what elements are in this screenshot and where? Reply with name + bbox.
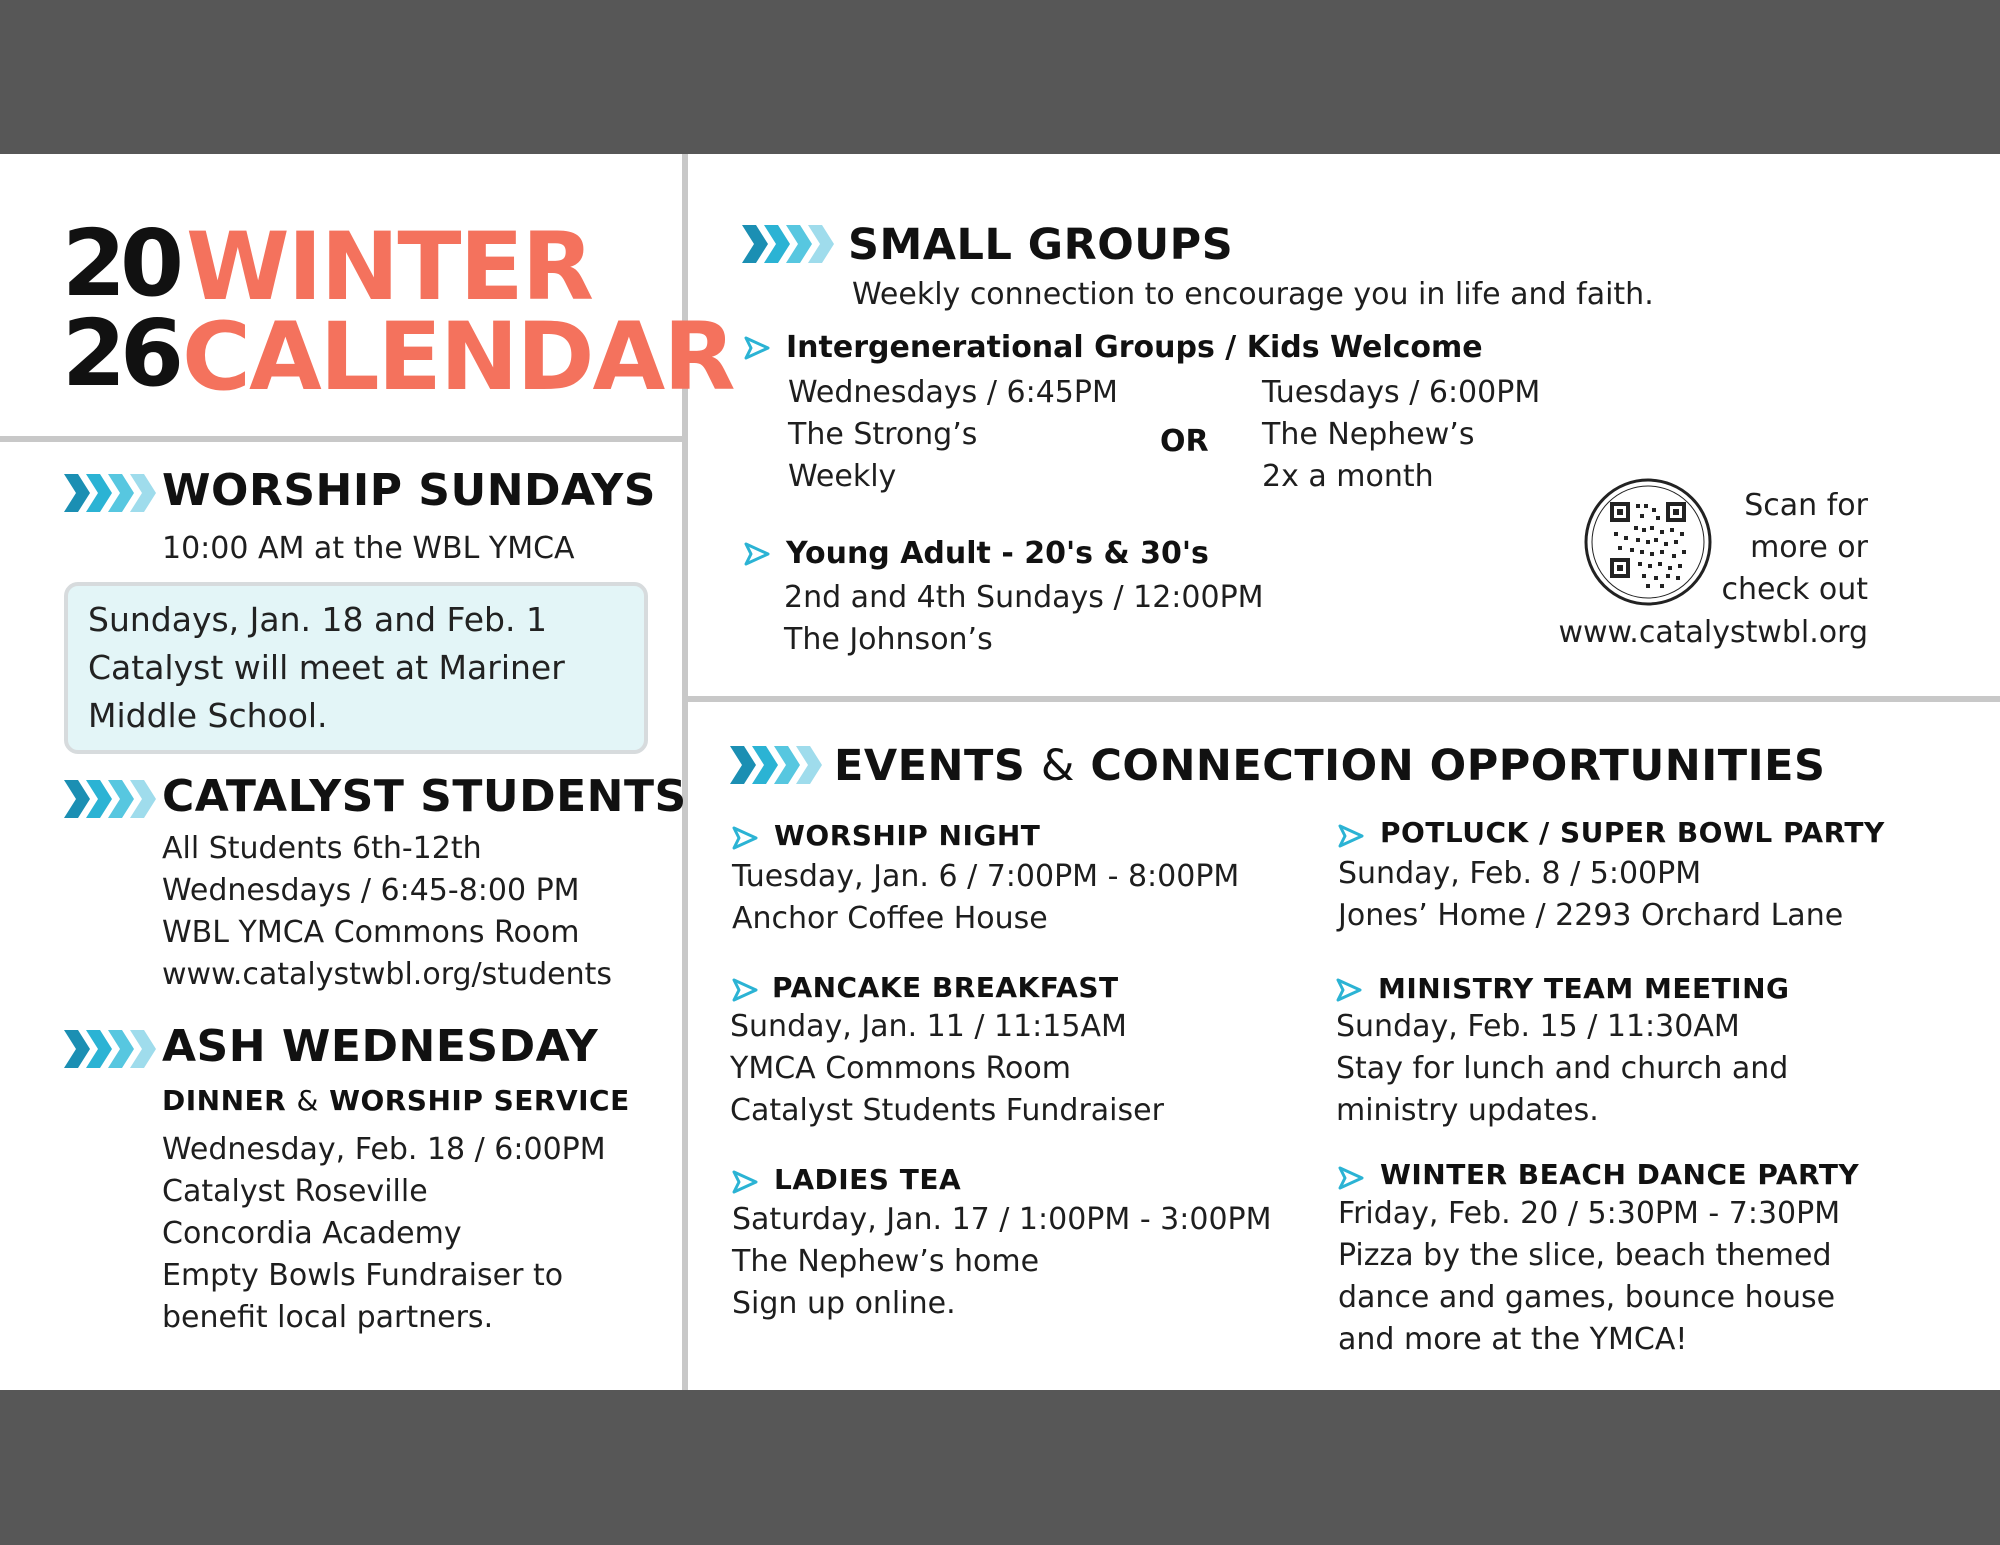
- event-title: MINISTRY TEAM MEETING: [1378, 972, 1790, 1005]
- detail-line: Sunday, Jan. 11 / 11:15AM: [730, 1009, 1127, 1044]
- detail-line: Anchor Coffee House: [732, 901, 1048, 936]
- detail-line: All Students 6th-12th: [162, 831, 482, 866]
- event-details: [732, 856, 1239, 940]
- scan-line: check out: [1721, 572, 1868, 607]
- title-word-top: WINTER: [186, 213, 593, 322]
- detail-line: Tuesday, Jan. 6 / 7:00PM - 8:00PM: [732, 859, 1240, 894]
- chevrons-icon: [64, 474, 158, 514]
- event-title: WINTER BEACH DANCE PARTY: [1380, 1158, 1860, 1191]
- triangle-bullet-icon: [744, 542, 772, 568]
- detail-line: 2nd and 4th Sundays / 12:00PM: [784, 580, 1264, 615]
- event-title: POTLUCK / SUPER BOWL PARTY: [1380, 816, 1885, 849]
- or-label: OR: [1160, 424, 1209, 459]
- detail-line: Stay for lunch and church and: [1336, 1051, 1789, 1086]
- detail-line: and more at the YMCA!: [1338, 1322, 1688, 1357]
- events-heading: [834, 741, 1825, 791]
- note-line: Sundays, Jan. 18 and Feb. 1: [88, 600, 547, 639]
- detail-line: YMCA Commons Room: [730, 1051, 1071, 1086]
- sub-worship: WORSHIP SERVICE: [329, 1084, 630, 1117]
- triangle-bullet-icon: [732, 826, 760, 852]
- detail-line: ministry updates.: [1336, 1093, 1599, 1128]
- catalyst-students-heading: CATALYST STUDENTS: [162, 771, 687, 822]
- detail-line: Sunday, Feb. 8 / 5:00PM: [1338, 856, 1702, 891]
- triangle-bullet-icon: [744, 336, 772, 362]
- catalyst-students-details: [162, 828, 612, 996]
- detail-line: The Strong’s: [788, 417, 978, 452]
- detail-line: Empty Bowls Fundraiser to: [162, 1258, 564, 1293]
- worship-sundays-heading: WORSHIP SUNDAYS: [162, 465, 656, 516]
- intergen-option-a: [788, 372, 1118, 498]
- events-heading-amp: &: [1040, 741, 1075, 791]
- event-title: PANCAKE BREAKFAST: [772, 971, 1119, 1004]
- ash-wednesday-heading: ASH WEDNESDAY: [162, 1021, 599, 1072]
- detail-line: Concordia Academy: [162, 1216, 462, 1251]
- sub-amp: &: [296, 1084, 319, 1117]
- scan-url[interactable]: www.catalystwbl.org: [1558, 615, 1868, 650]
- events-heading-a: EVENTS: [834, 741, 1026, 791]
- note-line: Catalyst will meet at Mariner: [88, 648, 565, 687]
- detail-line: dance and games, bounce house: [1338, 1280, 1836, 1315]
- scan-line: more or: [1750, 530, 1868, 565]
- note-line: Middle School.: [88, 696, 328, 735]
- small-groups-heading: SMALL GROUPS: [848, 220, 1234, 270]
- top-band: [0, 0, 2000, 154]
- detail-line: Pizza by the slice, beach themed: [1338, 1238, 1832, 1273]
- events-heading-b: CONNECTION OPPORTUNITIES: [1090, 741, 1826, 791]
- detail-line: Jones’ Home / 2293 Orchard Lane: [1338, 898, 1844, 933]
- scan-text: [1700, 485, 1868, 611]
- detail-line: Weekly: [788, 459, 897, 494]
- event-title: LADIES TEA: [774, 1163, 962, 1196]
- young-adult-details: [784, 577, 1264, 661]
- detail-line: Catalyst Roseville: [162, 1174, 428, 1209]
- event-details: [730, 1006, 1164, 1132]
- detail-line: Catalyst Students Fundraiser: [730, 1093, 1164, 1128]
- qr-code-icon[interactable]: [1584, 478, 1712, 606]
- title-year-top: 20: [62, 210, 179, 317]
- chevrons-icon: [64, 780, 158, 820]
- small-groups-tagline: Weekly connection to encourage you in life and faith.: [852, 277, 1654, 312]
- triangle-bullet-icon: [1336, 978, 1364, 1004]
- bottom-band: [0, 1390, 2000, 1545]
- triangle-bullet-icon: [732, 1170, 760, 1196]
- detail-line: Wednesdays / 6:45-8:00 PM: [162, 873, 580, 908]
- title-word-bottom: CALENDAR: [182, 303, 734, 412]
- scan-line: Scan for: [1744, 488, 1868, 523]
- worship-location-note: [64, 582, 648, 754]
- detail-line: Sign up online.: [732, 1286, 956, 1321]
- detail-line: Saturday, Jan. 17 / 1:00PM - 3:00PM: [732, 1202, 1272, 1237]
- ash-wednesday-details: [162, 1129, 606, 1339]
- young-adult-title: Young Adult - 20's & 30's: [786, 536, 1209, 571]
- detail-line: WBL YMCA Commons Room: [162, 915, 580, 950]
- section-divider: [688, 696, 2000, 702]
- triangle-bullet-icon: [732, 978, 760, 1004]
- chevrons-icon: [742, 225, 836, 265]
- intergen-option-b: [1262, 372, 1540, 498]
- title-year-bottom: 26: [62, 300, 179, 407]
- triangle-bullet-icon: [1338, 1166, 1366, 1192]
- detail-line: benefit local partners.: [162, 1300, 494, 1335]
- chevrons-icon: [730, 746, 824, 786]
- detail-line: Tuesdays / 6:00PM: [1262, 375, 1541, 410]
- detail-line: Wednesdays / 6:45PM: [788, 375, 1118, 410]
- students-url[interactable]: www.catalystwbl.org/students: [162, 957, 612, 992]
- event-details: [1338, 853, 1843, 937]
- detail-line: The Nephew’s: [1262, 417, 1475, 452]
- detail-line: The Johnson’s: [784, 622, 993, 657]
- detail-line: Friday, Feb. 20 / 5:30PM - 7:30PM: [1338, 1196, 1841, 1231]
- title-divider: [0, 436, 682, 442]
- event-title: WORSHIP NIGHT: [774, 819, 1041, 852]
- event-details: [732, 1199, 1272, 1325]
- intergen-title: Intergenerational Groups / Kids Welcome: [786, 330, 1483, 365]
- ash-wednesday-subheading: [162, 1084, 630, 1118]
- detail-line: Wednesday, Feb. 18 / 6:00PM: [162, 1132, 606, 1167]
- detail-line: The Nephew’s home: [732, 1244, 1040, 1279]
- sub-dinner: DINNER: [162, 1084, 287, 1117]
- detail-line: 2x a month: [1262, 459, 1434, 494]
- worship-sundays-time: 10:00 AM at the WBL YMCA: [162, 531, 575, 566]
- chevrons-icon: [64, 1030, 158, 1070]
- triangle-bullet-icon: [1338, 824, 1366, 850]
- detail-line: Sunday, Feb. 15 / 11:30AM: [1336, 1009, 1740, 1044]
- event-details: [1336, 1006, 1788, 1132]
- event-details: [1338, 1193, 1840, 1361]
